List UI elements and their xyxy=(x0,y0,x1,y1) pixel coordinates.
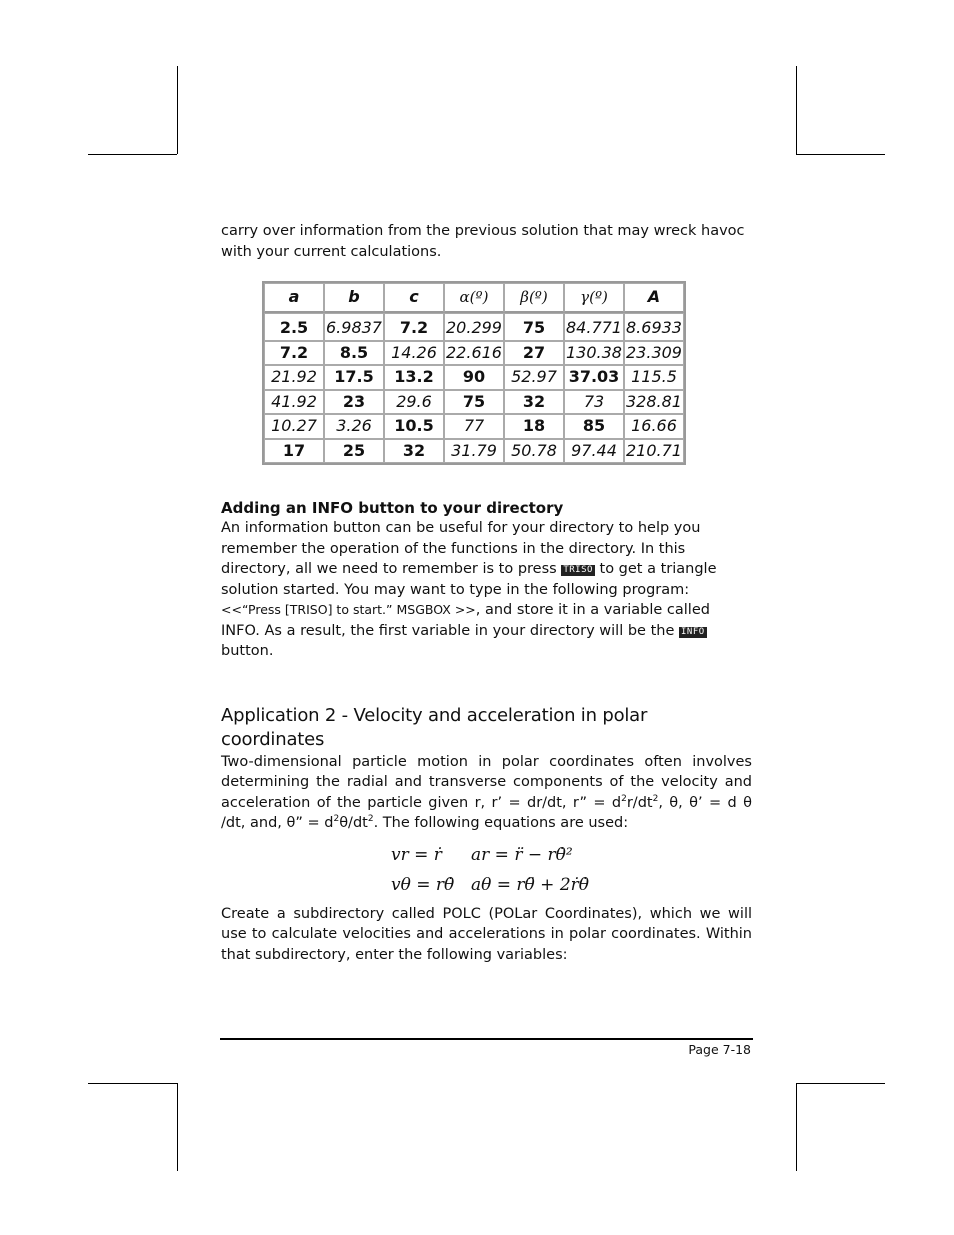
table-row xyxy=(264,313,684,341)
table-cell: 328.81 xyxy=(624,390,684,415)
info-text-2: to get a triangle solution started. You may want to type in the following program: xyxy=(221,561,717,598)
table-row xyxy=(264,341,684,366)
header-c: c xyxy=(384,283,444,313)
equation-ar: ar = r̈ − rθ̇² xyxy=(471,844,573,865)
footer-rule xyxy=(220,1038,753,1040)
table-cell: 84.771 xyxy=(564,313,624,341)
table-cell: 2.5 xyxy=(264,313,324,341)
triso-softkey-icon: TRISO xyxy=(563,565,593,575)
app2-text-d: θ/dt xyxy=(339,815,368,831)
equation-vr: vr = ṙ xyxy=(391,844,442,865)
table-row xyxy=(264,439,684,464)
table-cell: 8.6933 xyxy=(624,313,684,341)
table-header-row xyxy=(264,283,684,313)
crop-mark-bottom-left-h xyxy=(88,1083,177,1084)
header-a: a xyxy=(264,283,324,313)
table-cell: 20.299 xyxy=(444,313,504,341)
table-cell: 6.9837 xyxy=(324,313,384,341)
crop-mark-bottom-right-v xyxy=(796,1083,797,1171)
superscript: 2 xyxy=(652,793,659,804)
table-cell: 7.2 xyxy=(384,313,444,341)
table-cell: 85 xyxy=(564,414,624,439)
app2-text-a: Two-dimensional particle motion in polar coordinates often involves determining the radial and transverse components of the velocity and acceleration of the particle given r, r’ = dr/dt, r” = d xyxy=(221,753,752,811)
table-cell: 32 xyxy=(384,439,444,464)
table-cell: 77 xyxy=(444,414,504,439)
app2-text-c: , θ, θ’ = d θ /dt, and, θ” = d xyxy=(221,794,752,831)
app2-text-e: . The following equations are used: xyxy=(373,815,629,831)
table-cell: 50.78 xyxy=(504,439,564,464)
table-cell: 130.38 xyxy=(564,341,624,366)
equation-vtheta: vθ = rθ̇ xyxy=(391,874,455,895)
table-cell: 41.92 xyxy=(264,390,324,415)
table-cell: 52.97 xyxy=(504,365,564,390)
table-cell: 31.79 xyxy=(444,439,504,464)
superscript: 2 xyxy=(367,814,374,825)
crop-mark-bottom-right-h xyxy=(796,1083,885,1084)
table-cell: 32 xyxy=(504,390,564,415)
header-beta: β(º) xyxy=(504,283,564,313)
table-row xyxy=(264,414,684,439)
table-cell: 13.2 xyxy=(384,365,444,390)
table-cell: 21.92 xyxy=(264,365,324,390)
triangle-solutions-table xyxy=(262,281,686,465)
app2-paragraph-1 xyxy=(221,752,752,834)
table-cell: 73 xyxy=(564,390,624,415)
table-cell: 23.309 xyxy=(624,341,684,366)
crop-mark-bottom-left-v xyxy=(177,1083,178,1171)
page-content xyxy=(221,221,752,965)
app2-text-b: r/dt xyxy=(626,794,653,811)
header-area: A xyxy=(624,283,684,313)
info-paragraph xyxy=(221,518,752,662)
table-cell: 115.5 xyxy=(624,365,684,390)
table-cell: 27 xyxy=(504,341,564,366)
header-alpha: α(º) xyxy=(444,283,504,313)
table-cell: 16.66 xyxy=(624,414,684,439)
intro-paragraph: carry over information from the previous solution that may wreck havoc with your current calculations. xyxy=(221,223,745,260)
table-cell: 25 xyxy=(324,439,384,464)
app2-paragraph-2: Create a subdirectory called POLC (POLar Coordinates), which we will use to calculate velocities and accelerations in polar coordinates. Within that subdirectory, enter the following variables: xyxy=(221,905,752,963)
info-text-3: , and store it in a variable called INFO. As a result, the first variable in your directory will be the xyxy=(221,602,710,639)
table-cell: 90 xyxy=(444,365,504,390)
table-cell: 18 xyxy=(504,414,564,439)
crop-mark-top-right-v xyxy=(796,66,797,154)
table-cell: 23 xyxy=(324,390,384,415)
header-b: b xyxy=(324,283,384,313)
header-gamma: γ(º) xyxy=(564,283,624,313)
crop-mark-top-right-h xyxy=(796,154,885,155)
info-program-code: <<“Press [TRISO] to start.” MSGBOX >> xyxy=(221,602,476,617)
table-cell: 14.26 xyxy=(384,341,444,366)
table-row xyxy=(264,390,684,415)
table-cell: 210.71 xyxy=(624,439,684,464)
page-number: Page 7-18 xyxy=(688,1042,751,1057)
table-cell: 8.5 xyxy=(324,341,384,366)
triangle-table-wrap xyxy=(262,281,752,465)
table-cell: 17 xyxy=(264,439,324,464)
equation-row-transverse xyxy=(391,870,752,900)
info-softkey-icon: INFO xyxy=(681,626,705,637)
table-cell: 75 xyxy=(504,313,564,341)
table-cell: 7.2 xyxy=(264,341,324,366)
table-cell: 10.5 xyxy=(384,414,444,439)
superscript: 2 xyxy=(621,793,627,804)
table-cell: 37.03 xyxy=(564,365,624,390)
info-section-heading: Adding an INFO button to your directory xyxy=(221,499,564,517)
crop-mark-top-left-v xyxy=(177,66,178,154)
info-text-4: button. xyxy=(221,643,274,659)
table-cell: 22.616 xyxy=(444,341,504,366)
table-cell: 97.44 xyxy=(564,439,624,464)
table-cell: 29.6 xyxy=(384,390,444,415)
equation-row-radial xyxy=(391,840,752,870)
table-cell: 75 xyxy=(444,390,504,415)
table-cell: 10.27 xyxy=(264,414,324,439)
crop-mark-top-left-h xyxy=(88,154,177,155)
table-cell: 17.5 xyxy=(324,365,384,390)
table-row xyxy=(264,365,684,390)
superscript: 2 xyxy=(333,814,340,825)
application-2-heading: Application 2 - Velocity and acceleration in polar coordinates xyxy=(221,704,648,750)
table-cell: 3.26 xyxy=(324,414,384,439)
info-text-1: An information button can be useful for your directory to help you remember the operation of the functions in the directory. In this directory, all we need to remember is to press xyxy=(221,520,701,577)
equation-atheta: aθ = rθ̈ + 2ṙθ̇ xyxy=(471,874,590,895)
polar-equations xyxy=(391,840,752,900)
